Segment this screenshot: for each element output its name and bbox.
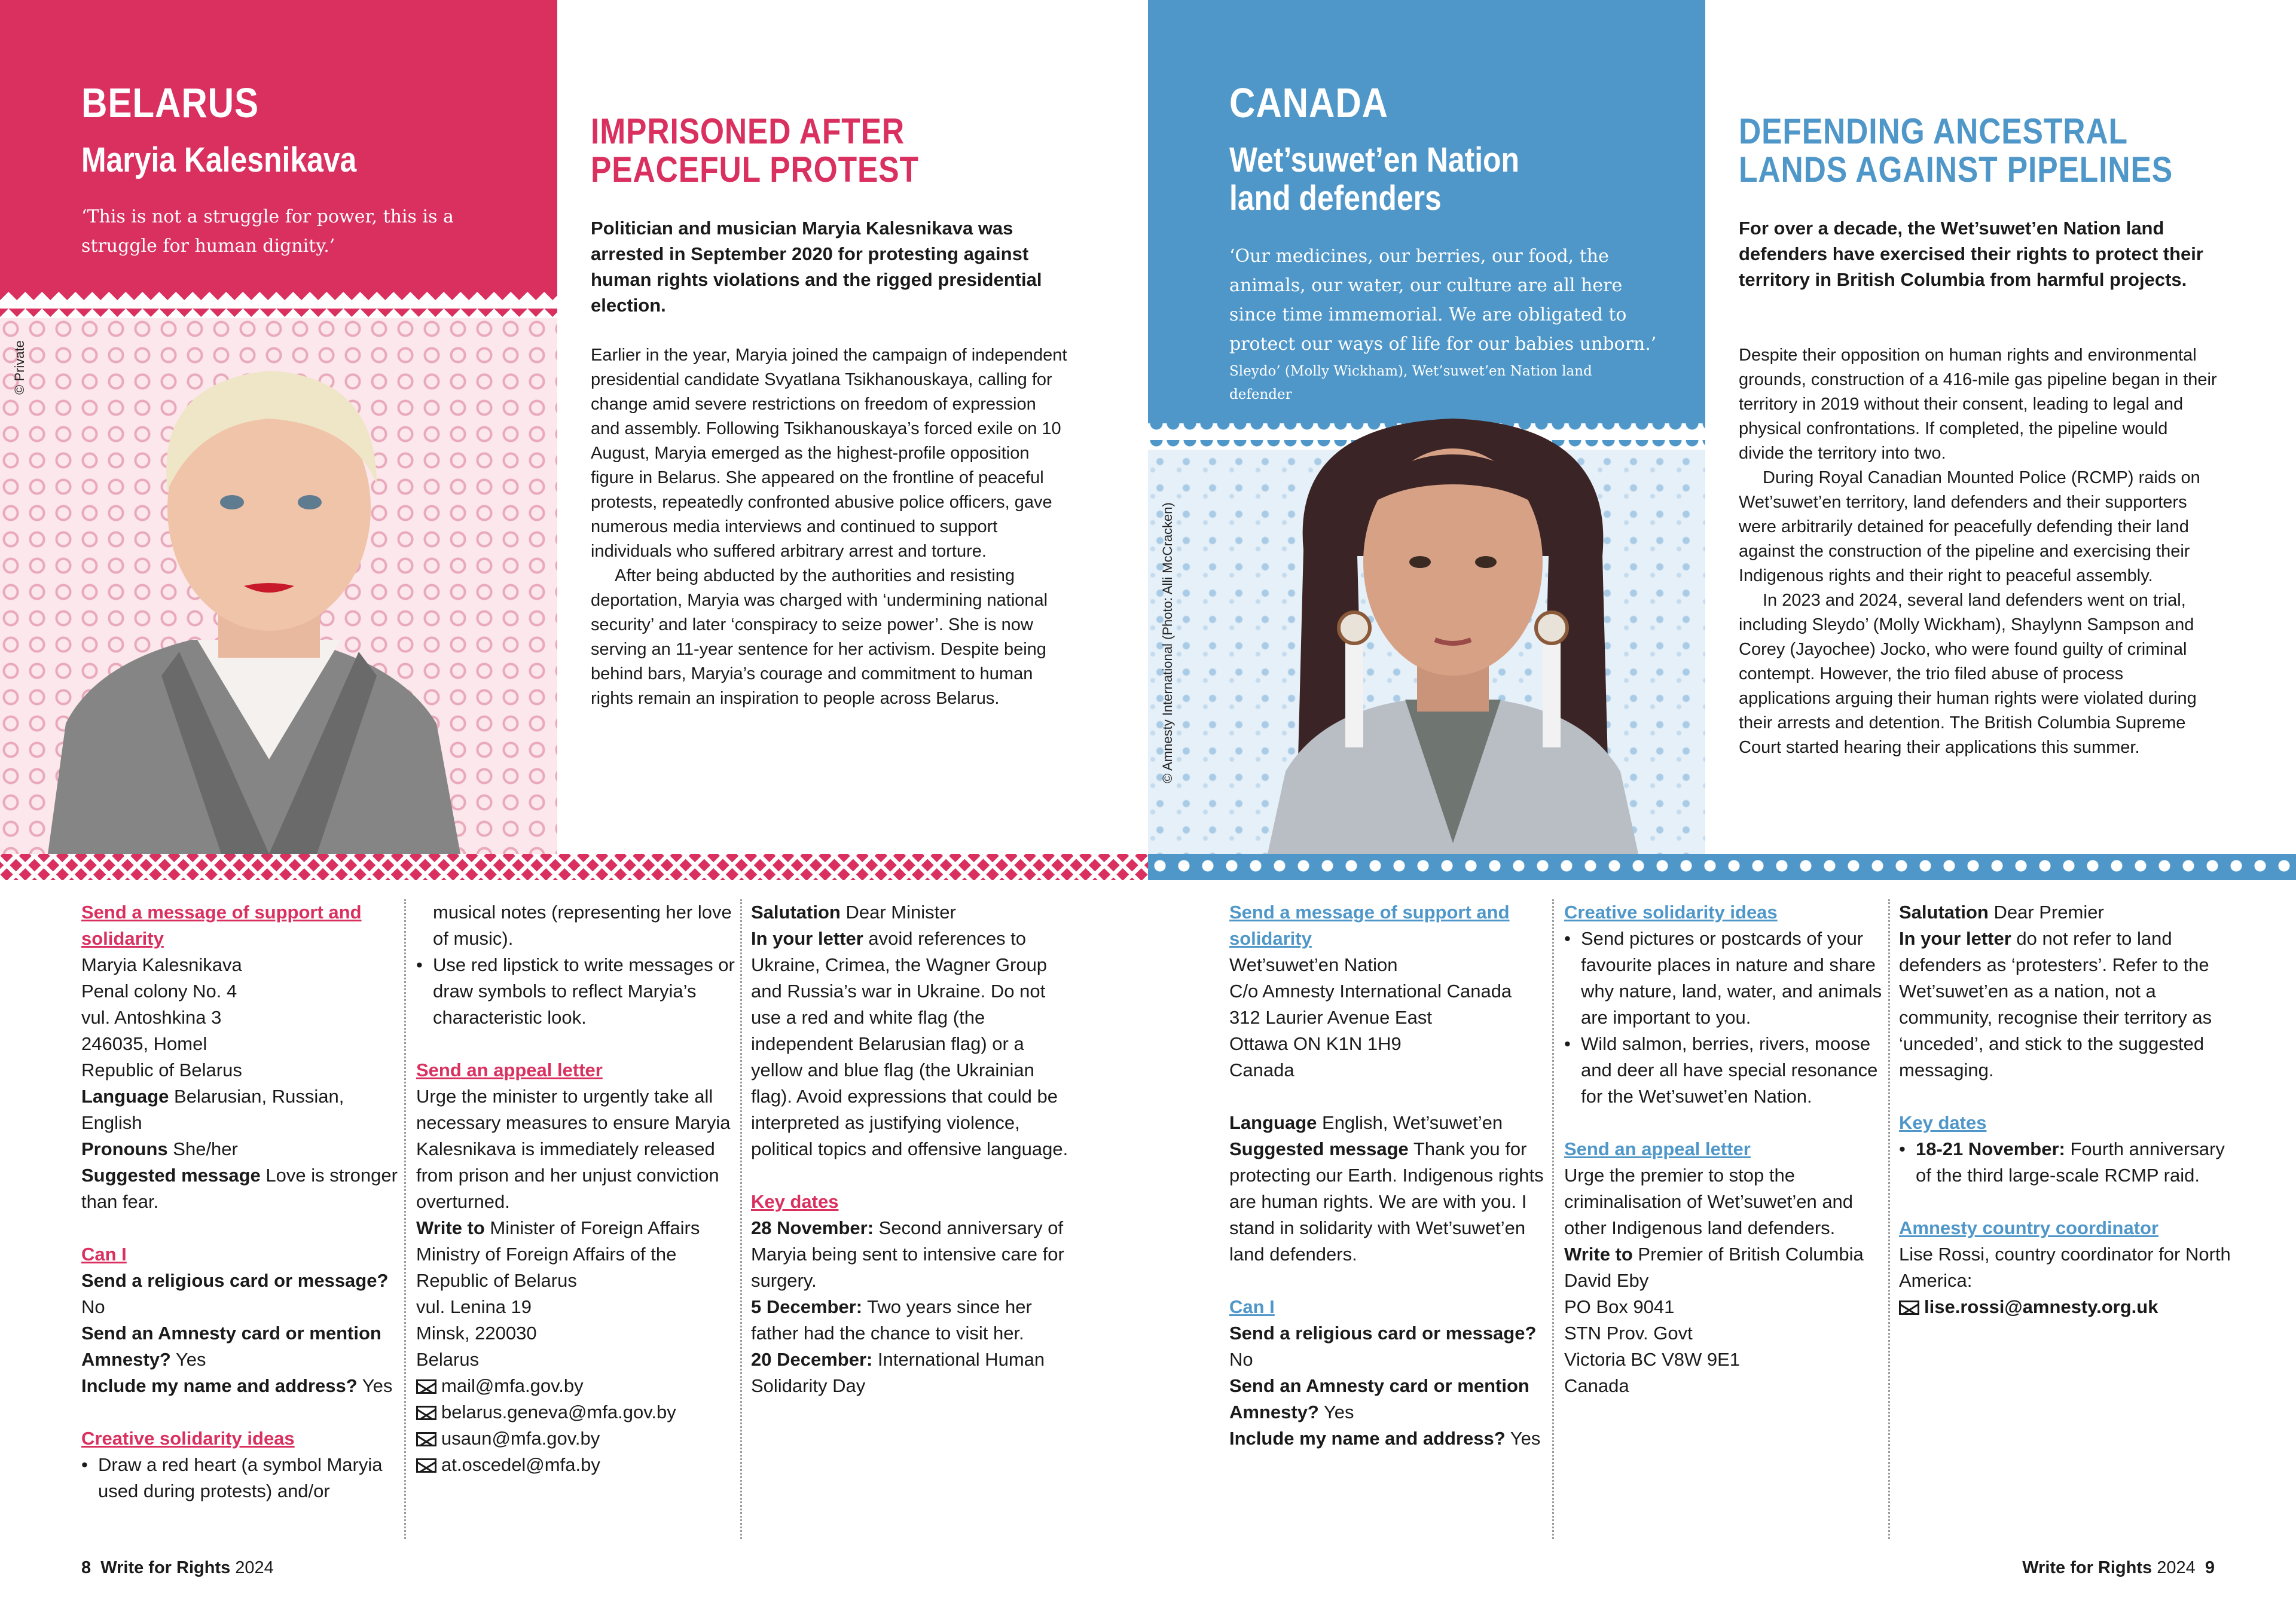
- person-name-belarus: Maryia Kalesnikava: [81, 141, 357, 179]
- list-item: • Use red lipstick to write messages or draw symbols to reflect Maryia’s characteristic look.: [416, 952, 739, 1031]
- publication-year: 2024: [2152, 1558, 2196, 1577]
- lead-belarus: Politician and musician Maryia Kalesnikava was arrested in September 2020 for protesting against human rights violations and the rigged presidential election.: [591, 218, 1042, 316]
- email-link[interactable]: mail@mfa.gov.by: [416, 1373, 739, 1399]
- body-paragraph: In 2023 and 2024, several land defenders went on trial, including Sleydo’ (Molly Wickham), Shaylynn Sampson and Corey (Jayochee) Jocko, who were found guilty of criminal contempt. However, the trio filed abuse of process applications arguing their human rights were violated during their arrests and detention. The British Columbia Supreme Court started hearing their applications this summer.: [1739, 591, 2197, 757]
- address-line: Ministry of Foreign Affairs of the Republic of Belarus: [416, 1244, 677, 1291]
- key-date: 20 December: International Human Solidarity Day: [751, 1349, 1045, 1396]
- photo-credit-canada: © Amnesty International (Photo: Alli McCracken): [1160, 502, 1175, 783]
- headline-belarus: IMPRISONED AFTER PEACEFUL PROTEST: [591, 111, 919, 190]
- canada-column-3: [1899, 899, 2234, 1320]
- address-line: 312 Laurier Avenue East: [1229, 1007, 1432, 1028]
- envelope-icon: [416, 1458, 436, 1473]
- key-dates-heading: Key dates: [1899, 1112, 1987, 1133]
- address-line: Victoria BC V8W 9E1: [1564, 1349, 1741, 1370]
- address-line: Wet’suwet’en Nation: [1229, 954, 1398, 975]
- column-divider: [1888, 899, 1890, 1539]
- lead-canada: For over a decade, the Wet’suwet’en Nation land defenders have exercised their rights to protect their territory in British Columbia from harmful projects.: [1739, 218, 2203, 290]
- address-line: Ottawa ON K1N 1H9: [1229, 1033, 1402, 1054]
- belarus-column-1: [81, 899, 404, 1504]
- address-line: vul. Antoshkina 3: [81, 1007, 222, 1028]
- email-link[interactable]: usaun@mfa.gov.by: [416, 1425, 739, 1452]
- appeal-letter-heading: Send an appeal letter: [416, 1060, 603, 1080]
- letter-guidance: In your letter do not refer to land defenders as ‘protesters’. Refer to the Wet’suwet’en as a nation, not a community, recognise their territory as ‘unceded’, and stick to the suggested messaging.: [1899, 928, 2212, 1080]
- envelope-icon: [416, 1379, 436, 1394]
- write-to: Write to Minister of Foreign Affairs: [416, 1217, 700, 1238]
- address-line: Belarus: [416, 1349, 480, 1370]
- page-number: 9: [2205, 1558, 2215, 1577]
- publication-year: 2024: [230, 1558, 274, 1577]
- photo-credit-belarus: © Private: [12, 340, 27, 395]
- address-line: vul. Lenina 19: [416, 1296, 532, 1317]
- letter-guidance: In your letter avoid references to Ukraine, Crimea, the Wagner Group and Russia’s war in Ukraine. Do not use a red and white flag (the independent Belarusian flag) or a yellow and blue flag (the Ukrainian flag). Avoid expressions that could be interpreted as justifying violence, political topics and offensive language.: [751, 928, 1068, 1159]
- creative-ideas-continued: musical notes (representing her love of music).: [433, 902, 732, 949]
- decorative-band-blue: [1148, 854, 2296, 880]
- address-line: PO Box 9041: [1564, 1296, 1675, 1317]
- question-amnesty: Send an Amnesty card or mention Amnesty? Yes: [81, 1323, 381, 1370]
- can-i-heading: Can I: [81, 1244, 127, 1265]
- appeal-text: Urge the minister to urgently take all necessary measures to ensure Maryia Kalesnikava is immediately released from prison and her unjust conviction overturned.: [416, 1086, 731, 1212]
- list-item: • Send pictures or postcards of your favourite places in nature and share why nature, land, water, and animals are important to you.: [1564, 926, 1887, 1031]
- column-divider: [1552, 899, 1554, 1539]
- address-line: Canada: [1229, 1060, 1294, 1080]
- question-religious: Send a religious card or message? No: [1229, 1323, 1537, 1370]
- belarus-header-edge: [0, 292, 557, 318]
- address-line: Republic of Belarus: [81, 1060, 242, 1080]
- column-divider: [740, 899, 742, 1539]
- envelope-icon: [416, 1432, 436, 1446]
- address-line: Minsk, 220030: [416, 1323, 537, 1344]
- language-info: Language Belarusian, Russian, English: [81, 1086, 344, 1133]
- publication-title: Write for Rights: [2022, 1558, 2152, 1577]
- body-canada: [1739, 343, 2217, 760]
- address-line: Canada: [1564, 1375, 1629, 1396]
- language-info: Language English, Wet’suwet’en: [1229, 1112, 1503, 1133]
- coordinator-heading: Amnesty country coordinator: [1899, 1217, 2159, 1238]
- creative-ideas-heading: Creative solidarity ideas: [81, 1428, 295, 1449]
- salutation: Salutation Dear Minister: [751, 902, 956, 923]
- decorative-band-pink: [0, 854, 1148, 880]
- email-link[interactable]: at.oscedel@mfa.by: [416, 1452, 739, 1478]
- address-line: Penal colony No. 4: [81, 981, 237, 1002]
- list-item: • Wild salmon, berries, rivers, moose and deer all have special resonance for the Wet’suwet’en Nation.: [1564, 1031, 1887, 1110]
- envelope-icon: [416, 1406, 436, 1420]
- portrait-maryia-kalesnikava: [42, 341, 496, 854]
- suggested-message: Suggested message Love is stronger than fear.: [81, 1165, 398, 1212]
- quote-canada: ‘Our medicines, our berries, our food, the animals, our water, our culture are all here since time immemorial. We are obligated to protect our ways of life for our babies unborn.’: [1229, 246, 1657, 355]
- country-title-canada: CANADA: [1229, 80, 1389, 126]
- list-item: • Draw a red heart (a symbol Maryia used during protests) and/or: [81, 1452, 404, 1504]
- can-i-heading: Can I: [1229, 1296, 1275, 1317]
- body-paragraph: Despite their opposition on human rights and environmental grounds, construction of a 416-mile gas pipeline began in their territory in 2019 without their consent, leading to legal and physical confrontations. If completed, the pipeline would divide the territory into two.: [1739, 346, 2217, 463]
- key-date: • 18-21 November: Fourth anniversary of the third large-scale RCMP raid.: [1899, 1136, 2234, 1189]
- key-dates-heading: Key dates: [751, 1191, 839, 1212]
- country-title-belarus: BELARUS: [81, 80, 259, 126]
- envelope-icon: [1899, 1301, 1919, 1315]
- footer-right: [2022, 1558, 2215, 1578]
- appeal-text: Urge the premier to stop the criminalisation of Wet’suwet’en and other Indigenous land defenders.: [1564, 1165, 1854, 1238]
- email-link[interactable]: belarus.geneva@mfa.gov.by: [416, 1399, 739, 1425]
- body-paragraph: During Royal Canadian Mounted Police (RCMP) raids on Wet’suwet’en territory, land defenders and their supporters were arbitrarily detained for peacefully defending their land against the construction of the pipeline and exercising their Indigenous rights and their right to peaceful assembly.: [1739, 468, 2200, 585]
- question-amnesty: Send an Amnesty card or mention Amnesty? Yes: [1229, 1375, 1529, 1422]
- canada-column-1: [1229, 899, 1552, 1452]
- key-date: 28 November: Second anniversary of Maryia being sent to intensive care for surgery.: [751, 1217, 1064, 1291]
- belarus-column-2: [416, 899, 739, 1478]
- email-link[interactable]: lise.rossi@amnesty.org.uk: [1899, 1294, 2234, 1320]
- address-line: STN Prov. Govt: [1564, 1323, 1693, 1344]
- body-paragraph: After being abducted by the authorities and resisting deportation, Maryia was charged with ‘undermining national security’ and later ‘conspiracy to seize power’. She is now serving an 11-year sentence for her activism. Despite being behind bars, Maryia’s courage and commitment to human rights remain an inspiration to people across Belarus.: [591, 566, 1048, 708]
- quote-belarus: ‘This is not a struggle for power, this is a struggle for human dignity.’: [81, 206, 454, 257]
- creative-ideas-heading: Creative solidarity ideas: [1564, 902, 1778, 923]
- question-religious: Send a religious card or message? No: [81, 1270, 389, 1317]
- key-date: 5 December: Two years since her father had the chance to visit her.: [751, 1296, 1032, 1344]
- body-belarus: [591, 343, 1069, 711]
- person-name-canada-line1: Wet’suwet’en Nation: [1229, 141, 1519, 179]
- footer-left: [81, 1558, 274, 1578]
- quote-attribution-canada: Sleydo’ (Molly Wickham), Wet’suwet’en Nation land defender: [1229, 364, 1592, 402]
- person-name-canada-line2: land defenders: [1229, 179, 1442, 218]
- appeal-letter-heading: Send an appeal letter: [1564, 1138, 1751, 1159]
- address-line: 246035, Homel: [81, 1033, 207, 1054]
- send-message-heading: Send a message of support and solidarity: [1229, 902, 1510, 949]
- body-paragraph: Earlier in the year, Maryia joined the campaign of independent presidential candidate Svyatlana Tsikhanouskaya, calling for change amid severe restrictions on freedom of expression and assembly. Following Tsikhanouskaya’s forced exile on 10 August, Maryia emerged as the highest-profile opposition figure in Belarus. She appeared on the frontline of peaceful protests, repeatedly confronted abusive police officers, gave numerous media interviews and continued to support individuals who suffered arbitrary arrest and torture.: [591, 346, 1067, 561]
- question-name-address: Include my name and address? Yes: [81, 1375, 393, 1396]
- write-to: Write to Premier of British Columbia David Eby: [1564, 1244, 1864, 1291]
- canada-column-2: [1564, 899, 1887, 1399]
- headline-canada: DEFENDING ANCESTRAL LANDS AGAINST PIPELINES: [1739, 111, 2173, 190]
- pronouns-info: Pronouns She/her: [81, 1138, 238, 1159]
- address-line: C/o Amnesty International Canada: [1229, 981, 1512, 1002]
- question-name-address: Include my name and address? Yes: [1229, 1428, 1541, 1449]
- portrait-molly-wickham: [1268, 401, 1638, 854]
- coordinator-text: Lise Rossi, country coordinator for North America:: [1899, 1244, 2231, 1291]
- salutation: Salutation Dear Premier: [1899, 902, 2104, 923]
- send-message-heading: Send a message of support and solidarity: [81, 902, 362, 949]
- column-divider: [404, 899, 406, 1539]
- suggested-message: Suggested message Thank you for protecting our Earth. Indigenous rights are human rights. We are with you. I stand in solidarity with Wet’suwet’en land defenders.: [1229, 1138, 1544, 1265]
- page-number: 8: [81, 1558, 91, 1577]
- publication-title: Write for Rights: [100, 1558, 231, 1577]
- address-line: Maryia Kalesnikava: [81, 954, 242, 975]
- belarus-column-3: [751, 899, 1080, 1399]
